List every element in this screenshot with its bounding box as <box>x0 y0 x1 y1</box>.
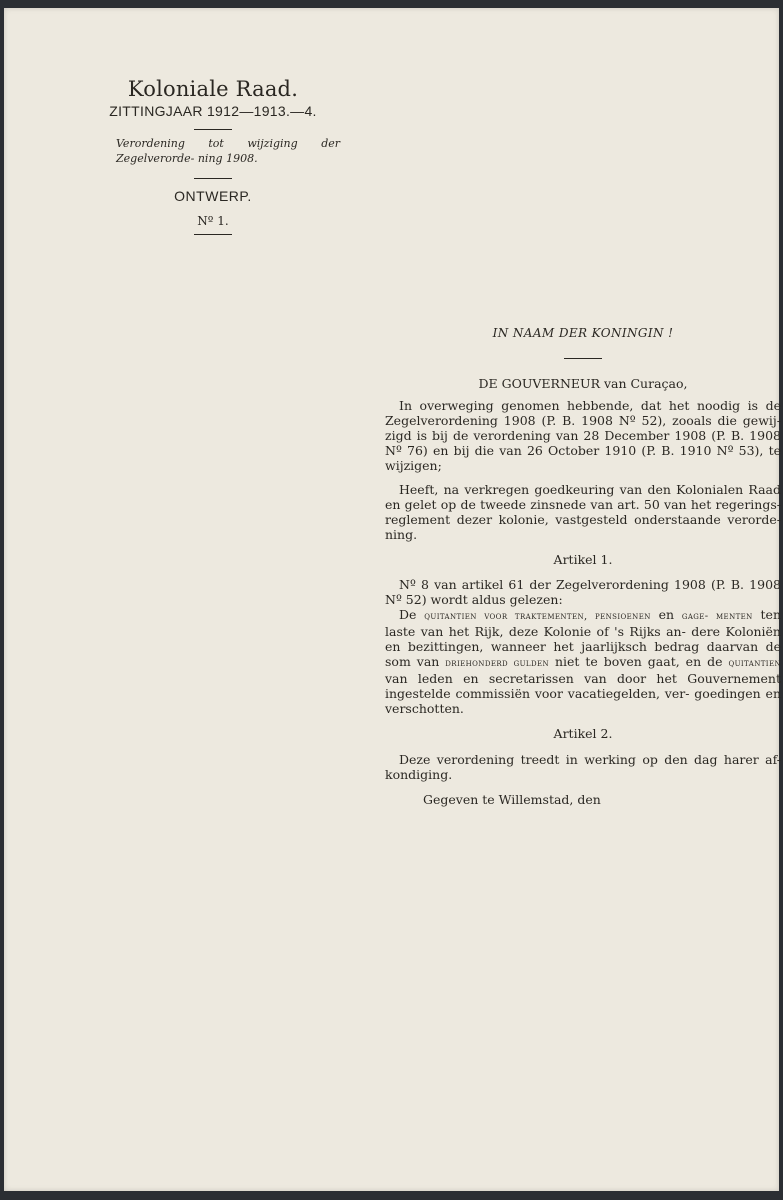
article-1-text-part: en <box>650 607 682 622</box>
article-1-text-part: ten laste van het Rijk, deze Kolonie of 's Rijks an- dere Koloniën en bezittingen, wanneer het jaarlijksch bedrag daarvan de som van <box>385 607 781 669</box>
article-1-text-part: niet te boven gaat, en de <box>549 654 729 669</box>
small-caps-term: quitantien voor traktementen, pensioenen <box>424 611 651 622</box>
divider <box>194 178 232 179</box>
header-block <box>86 76 340 235</box>
council-title: Koloniale Raad. <box>127 77 299 101</box>
article-1-text <box>385 607 781 716</box>
small-caps-term: gage- menten <box>681 611 753 622</box>
small-caps-term: quitantien <box>728 658 781 669</box>
governor-line: DE GOUVERNEUR van Curaçao, <box>478 376 688 391</box>
ordinance-subject: Verordening tot wijziging der Zegelverorde- ning 1908. <box>116 137 340 165</box>
ordinance-body <box>385 326 781 807</box>
document-number: Nº 1. <box>197 214 229 228</box>
invocation: IN NAAM DER KONINGIN ! <box>492 326 674 340</box>
paragraph-approval: Heeft, na verkregen goedkeuring van den Kolonialen Raad en gelet op de tweede zinsnede van art. 50 van het regerings- reglement dezer kolonie, vastgesteld onderstaande verorde- ning. <box>385 482 781 542</box>
article-2-heading: Artikel 2. <box>553 726 613 741</box>
draft-label: ONTWERP. <box>174 188 252 204</box>
document-page <box>4 8 779 1191</box>
paragraph-considering: In overweging genomen hebbende, dat het noodig is de Zegelverordening 1908 (P. B. 1908 Nº 52), zooals die gewij- zigd is bij de verordening van 28 December 1908 (P. B. 1908 Nº 76) en bij die van 26 October 1910 (P. B. 1910 Nº 53), te wijzigen; <box>385 398 781 473</box>
session-year: ZITTINGJAAR 1912—1913.—4. <box>109 103 317 119</box>
divider <box>194 129 232 130</box>
article-1-text-part: van leden en secretarissen van door het Gouvernement ingestelde commissiën voor vacatiegelden, ver- goedingen en verschotten. <box>385 671 781 716</box>
small-caps-term: driehonderd gulden <box>445 658 549 669</box>
closing-line: Gegeven te Willemstad, den <box>423 792 601 807</box>
article-2-text: Deze verordening treedt in werking op den dag harer af- kondiging. <box>385 752 781 782</box>
divider <box>564 358 602 359</box>
article-1-intro: Nº 8 van artikel 61 der Zegelverordening 1908 (P. B. 1908 Nº 52) wordt aldus gelezen: <box>385 577 781 607</box>
article-1-heading: Artikel 1. <box>553 552 613 567</box>
article-1-text-part: De <box>399 607 425 622</box>
divider <box>194 234 232 235</box>
